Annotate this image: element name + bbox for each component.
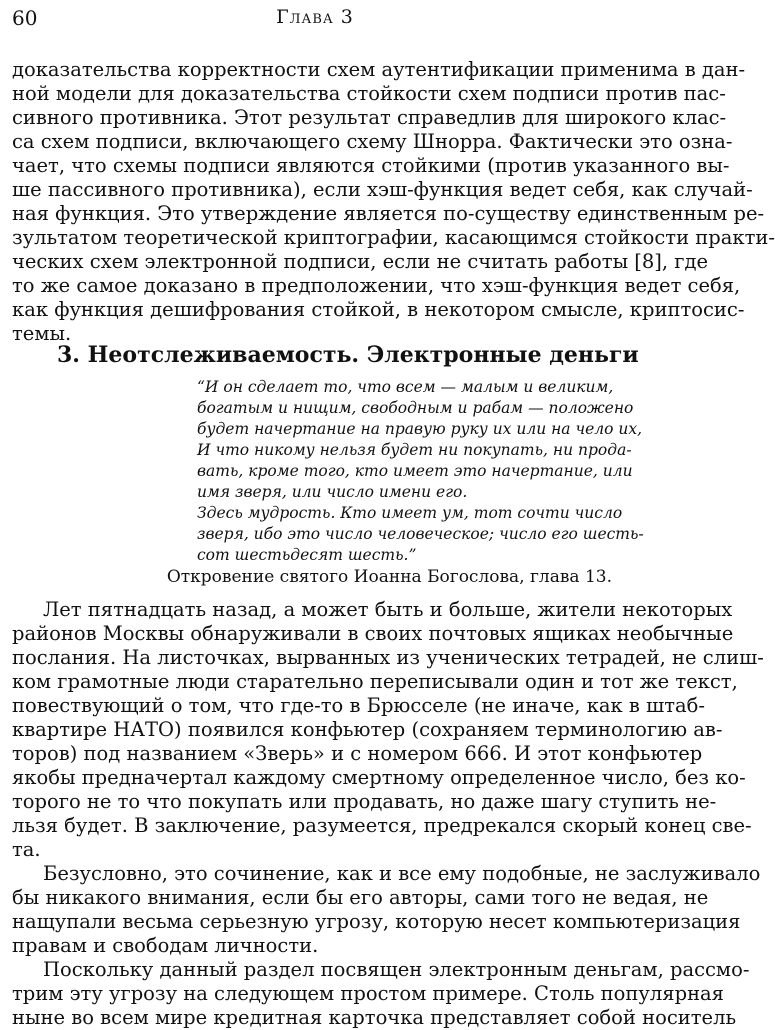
- text-line: ческих схем электронной подписи, если не считать работы [8], где: [12, 250, 709, 273]
- text-line: нащупали весьма серьезную угрозу, которую несет компьютеризация: [12, 910, 741, 933]
- epigraph-line: будет начертание на правую руку их или на чело их,: [197, 420, 643, 438]
- text-line: бы никакого внимания, если бы его авторы, сами того не ведая, не: [12, 886, 709, 909]
- text-line: якобы предначертал каждому смертному определенное число, без ко-: [12, 766, 746, 789]
- text-line: квартире НАТО) появился конфьютер (сохраняем терминологию ав-: [12, 718, 723, 741]
- text-line: са схем подписи, включающего схему Шнорра. Фактически это озна-: [12, 130, 733, 153]
- text-line: чает, что схемы подписи являются стойкими (против указанного вы-: [12, 154, 730, 177]
- text-line: правам и свободам личности.: [12, 934, 319, 957]
- running-title: Глава 3: [276, 6, 354, 28]
- text-line: торого не то что покупать или продавать, но даже шагу ступить не-: [12, 790, 717, 813]
- text-line: послания. На листочках, вырванных из ученических тетрадей, не слиш-: [12, 646, 764, 669]
- epigraph-line: имя зверя, или число имени его.: [197, 483, 468, 501]
- text-line: трим эту угрозу на следующем простом примере. Столь популярная: [12, 982, 724, 1005]
- page-number: 60: [12, 6, 38, 30]
- text-line: сивного противника. Этот результат справедлив для широкого клас-: [12, 106, 727, 129]
- text-line: как функция дешифрования стойкой, в некотором смысле, криптосис-: [12, 298, 745, 321]
- text-line: Безусловно, это сочинение, как и все ему подобные, не заслуживало: [43, 862, 761, 885]
- text-line: ныне во всем мире кредитная карточка представляет собой носитель: [12, 1006, 737, 1029]
- text-line: льзя будет. В заключение, разумеется, предрекался скорый конец све-: [12, 814, 752, 837]
- text-line: районов Москвы обнаруживали в своих почтовых ящиках необычные: [12, 622, 734, 645]
- epigraph-line: Здесь мудрость. Кто имеет ум, тот сочти число: [197, 504, 623, 522]
- section-title: 3. Неотслеживаемость. Электронные деньги: [57, 342, 639, 368]
- epigraph-line: богатым и нищим, свободным и рабам — положено: [197, 399, 634, 417]
- text-line: торов) под названием «Зверь» и с номером 666. И этот конфьютер: [12, 742, 703, 765]
- epigraph-line: зверя, ибо это число человеческое; число его шесть-: [197, 525, 644, 543]
- text-line: ной модели для доказательства стойкости схем подписи против пас-: [12, 82, 726, 105]
- text-line: доказательства корректности схем аутентификации применима в дан-: [12, 58, 746, 81]
- text-line: Поскольку данный раздел посвящен электронным деньгам, рассмо-: [43, 958, 750, 981]
- text-line: зультатом теоретической криптографии, касающимся стойкости практи-: [12, 226, 775, 249]
- text-line: то же самое доказано в предположении, что хэш-функция ведет себя,: [12, 274, 741, 297]
- text-line: ше пассивного противника), если хэш-функция ведет себя, как случай-: [12, 178, 753, 201]
- text-line: темы.: [12, 322, 72, 345]
- text-line: ком грамотные люди старательно переписывали один и тот же текст,: [12, 670, 738, 693]
- epigraph-line: “И он сделает то, что всем — малым и великим,: [197, 378, 614, 396]
- text-line: Лет пятнадцать назад, а может быть и больше, жители некоторых: [43, 598, 733, 621]
- text-line: повествующий о том, что где-то в Брюсселе (не иначе, как в штаб-: [12, 694, 705, 717]
- epigraph-line: вать, кроме того, кто имеет это начертание, или: [197, 462, 633, 480]
- text-line: ная функция. Это утверждение является по-существу единственным ре-: [12, 202, 765, 225]
- epigraph-line: сот шестьдесят шесть.”: [197, 546, 417, 564]
- epigraph-line: И что никому нельзя будет ни покупать, ни прода-: [197, 441, 632, 459]
- epigraph-attribution: Откровение святого Иоанна Богослова, глава 13.: [166, 567, 612, 587]
- text-line: та.: [12, 838, 41, 861]
